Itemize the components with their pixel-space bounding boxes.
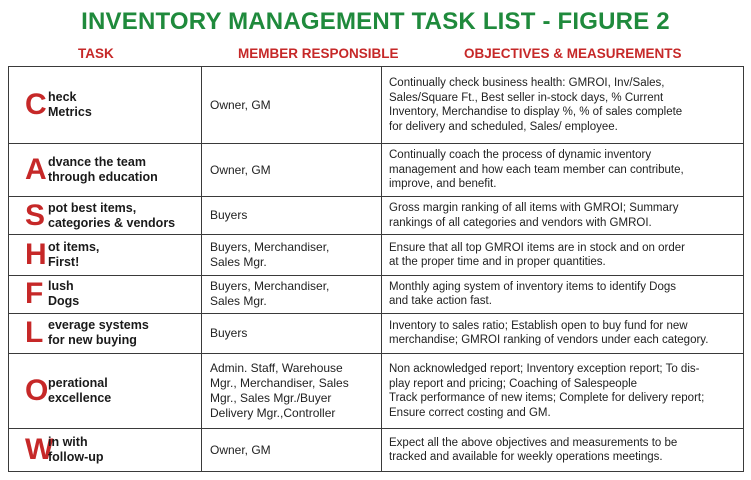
task-label: everage systems for new buying [48, 318, 149, 348]
objectives-cell [382, 354, 744, 429]
task-cell [9, 313, 202, 354]
member-responsible: Buyers, Merchandiser, Sales Mgr. [210, 240, 330, 270]
objectives-cell [382, 313, 744, 354]
task-initial: C [25, 88, 47, 122]
task-initial: H [25, 238, 47, 272]
task-initial: A [25, 153, 47, 187]
objectives-cell [382, 429, 744, 472]
member-responsible: Buyers [210, 325, 248, 340]
member-responsible: Buyers, Merchandiser, Sales Mgr. [210, 279, 330, 309]
objectives-text: Ensure that all top GMROI items are in stock and on order at the proper time and in proper quantities. [389, 241, 685, 269]
objectives-text: Continually check business health: GMROI, Inv/Sales, Sales/Square Ft., Best seller in-stock days, % Current Inventory, Merchandise to display %, % of sales complete for delivery and scheduled, Sales/ employee. [389, 77, 683, 133]
task-cell [9, 235, 202, 276]
task-cell [9, 67, 202, 144]
member-responsible: Owner, GM [210, 442, 271, 457]
task-label: pot best items, categories & vendors [48, 200, 176, 230]
objectives-text: Inventory to sales ratio; Establish open to buy fund for new merchandise; GMROI ranking of vendors under each category. [389, 319, 709, 347]
objectives-cell [382, 67, 744, 144]
member-cell [202, 276, 382, 314]
task-cell [9, 354, 202, 429]
task-label: lush Dogs [48, 279, 80, 309]
task-label: in with follow-up [48, 435, 104, 465]
objectives-cell [382, 235, 744, 276]
member-cell [202, 429, 382, 472]
table-row [9, 196, 744, 235]
objectives-text: Monthly aging system of inventory items to identify Dogs and take action fast. [389, 280, 676, 308]
objectives-text: Gross margin ranking of all items with GMROI; Summary rankings of all categories and vendors with GMROI. [389, 202, 679, 229]
task-label: heck Metrics [48, 90, 92, 120]
member-responsible: Admin. Staff, Warehouse Mgr., Merchandiser, Sales Mgr., Sales Mgr./Buyer Delivery Mgr.,Controller [210, 361, 349, 421]
task-cell [9, 144, 202, 197]
task-cell [9, 276, 202, 314]
task-initial: W [25, 433, 54, 467]
table-row [9, 235, 744, 276]
objectives-cell [382, 276, 744, 314]
column-header-objectives: OBJECTIVES & MEASUREMENTS [464, 46, 682, 61]
objectives-text: Expect all the above objectives and measurements to be tracked and available for weekly operations meetings. [389, 436, 678, 464]
task-initial: O [25, 374, 49, 408]
page-title: INVENTORY MANAGEMENT TASK LIST - FIGURE 2 [81, 8, 670, 35]
task-cell [9, 196, 202, 235]
task-initial: L [25, 316, 44, 350]
table-row [9, 276, 744, 314]
task-initial: S [25, 198, 46, 232]
member-responsible: Owner, GM [210, 97, 271, 112]
table-row [9, 313, 744, 354]
task-label: dvance the team through education [48, 155, 158, 185]
table-row [9, 67, 744, 144]
member-cell [202, 67, 382, 144]
member-responsible: Buyers [210, 208, 248, 223]
column-header-member: MEMBER RESPONSIBLE [238, 46, 399, 61]
member-cell [202, 196, 382, 235]
objectives-cell [382, 144, 744, 197]
task-label: perational excellence [48, 376, 112, 406]
task-label: ot items, First! [48, 240, 100, 270]
column-header-task: TASK [78, 46, 114, 61]
objectives-cell [382, 196, 744, 235]
member-cell [202, 144, 382, 197]
objectives-text: Non acknowledged report; Inventory exception report; To dis- play report and pricing; Coaching of Salespeople Track performance of new items; Complete for delivery report; Ensure correct costing and GM. [389, 363, 705, 419]
member-responsible: Owner, GM [210, 162, 271, 177]
member-cell [202, 354, 382, 429]
task-cell [9, 429, 202, 472]
objectives-text: Continually coach the process of dynamic inventory management and how each team member can contribute, improve, and benefit. [389, 149, 684, 191]
table-row [9, 354, 744, 429]
member-cell [202, 235, 382, 276]
table-row [9, 429, 744, 472]
task-table [8, 66, 744, 472]
member-cell [202, 313, 382, 354]
table-row [9, 144, 744, 197]
task-initial: F [25, 277, 44, 311]
